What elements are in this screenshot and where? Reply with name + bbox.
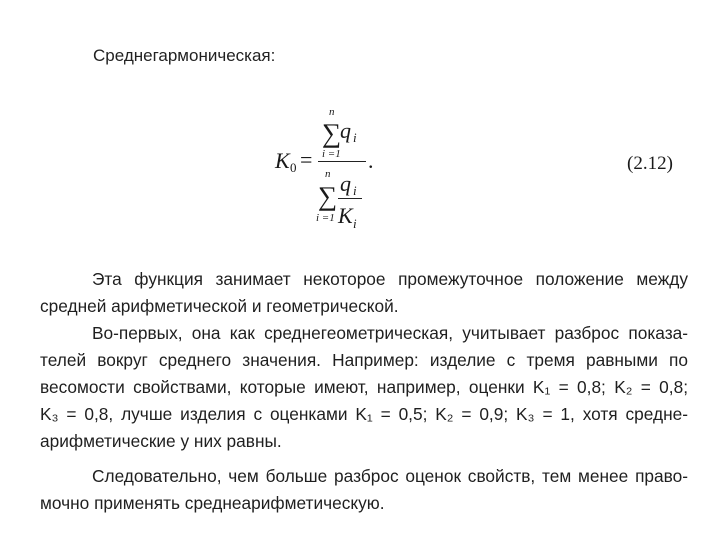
paragraph-line: весомости свойствами, которые имеют, например, оценки K₁ = 0,8; K₂ = 0,8; (40, 377, 688, 397)
inner-denominator-variable: K (338, 203, 353, 228)
numerator-lower-limit: i =1 (322, 148, 341, 160)
main-fraction-bar (318, 161, 366, 162)
paragraph-1 (40, 266, 688, 320)
paragraph-line: Во-первых, она как среднегеометрическая, учитывает разброс показа- (92, 323, 688, 343)
paragraph-line: Эта функция занимает некоторое промежуточное положение между (92, 269, 688, 289)
paragraph-3 (40, 463, 688, 517)
paragraph-line: телей вокруг среднего значения. Например: изделие с тремя равными по (40, 350, 688, 370)
denominator-sigma: ∑ (318, 181, 338, 211)
formula-equals-sign: = (300, 147, 313, 172)
formula-lhs-subscript: 0 (290, 160, 297, 175)
section-heading: Среднегармоническая: (93, 46, 276, 65)
denominator-upper-limit: n (325, 168, 331, 180)
inner-denominator-subscript: i (353, 216, 357, 231)
numerator-upper-limit: n (329, 106, 335, 118)
paragraph-line: средней арифметической и геометрической. (40, 296, 399, 316)
inner-numerator-variable: q (340, 171, 351, 196)
paragraph-line: мочно применять среднеарифметическую. (40, 493, 385, 513)
inner-fraction-bar (338, 198, 362, 199)
paragraph-line: арифметические у них равны. (40, 431, 282, 451)
paragraph-2 (40, 320, 688, 455)
numerator-variable-subscript: i (353, 130, 357, 145)
formula-lhs-symbol: K (275, 148, 290, 173)
harmonic-mean-formula (0, 105, 720, 235)
equation-number: (2.12) (627, 153, 673, 174)
numerator-sigma: ∑ (322, 118, 342, 148)
paragraph-line: Следовательно, чем больше разброс оценок свойств, тем менее право- (92, 466, 688, 486)
formula-trailing-period: . (368, 148, 374, 173)
numerator-variable: q (340, 118, 351, 143)
inner-numerator-subscript: i (353, 183, 357, 198)
denominator-lower-limit: i =1 (316, 212, 335, 224)
paragraph-line: K₃ = 0,8, лучше изделия с оценками K₁ = 0,5; K₂ = 0,9; K₃ = 1, хотя средне- (40, 404, 688, 424)
